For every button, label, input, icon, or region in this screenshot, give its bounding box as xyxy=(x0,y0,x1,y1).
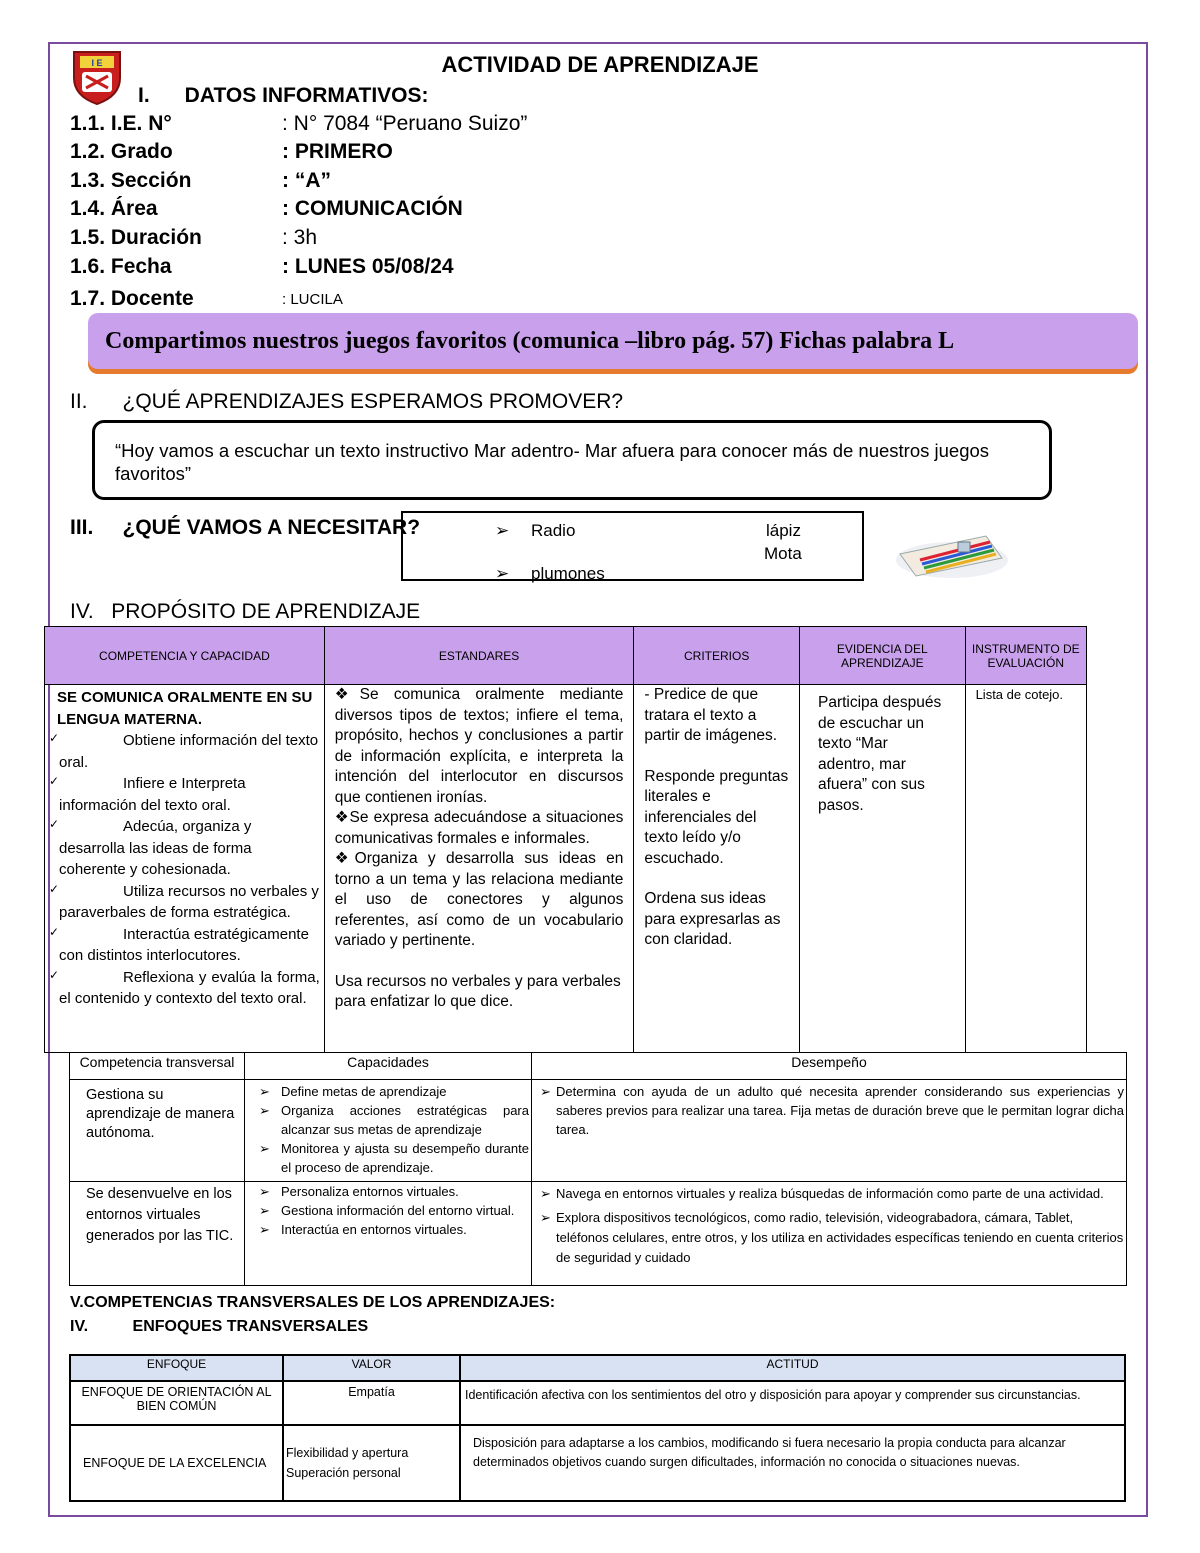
dato-value: : COMUNICACIÓN xyxy=(282,197,463,220)
material-item: ➢ Radio xyxy=(497,521,956,541)
estandar-item: ❖Se expresa adecuándose a situaciones comunicativas formales e informales. xyxy=(334,809,624,847)
capacidad-item: ✓ Obtiene información del texto oral. xyxy=(49,731,319,771)
activity-banner: Compartimos nuestros juegos favoritos (comunica –libro pág. 57) Fichas palabra L xyxy=(88,313,1138,369)
capacidad-item: ✓ Utiliza recursos no verbales y paraverbales de forma estratégica. xyxy=(49,881,319,921)
table-header: ENFOQUE xyxy=(70,1355,283,1381)
capacidad-item: ➢ Define metas de aprendizaje xyxy=(261,1082,529,1101)
dato-value: : LUNES 05/08/24 xyxy=(282,255,454,278)
table-header: VALOR xyxy=(283,1355,460,1381)
section-aprendizajes-heading: II. ¿QUÉ APRENDIZAJES ESPERAMOS PROMOVER? xyxy=(70,390,624,413)
capacidad-item: ✓ Infiere e Interpreta información del texto oral. xyxy=(49,774,246,814)
dato-value: : 3h xyxy=(282,226,318,249)
section-datos-heading: I. DATOS INFORMATIVOS: xyxy=(138,84,429,107)
criterio-item: Ordena sus ideas para expresarlas as con claridad. xyxy=(644,890,781,948)
estandares-cell xyxy=(324,685,634,1053)
capacidad-item: ✓ Interactúa estratégicamente con distintos interlocutores. xyxy=(49,924,309,964)
table-header: ESTANDARES xyxy=(324,627,634,685)
dato-key: 1.7. Docente xyxy=(70,287,194,310)
dato-key: 1.4. Área xyxy=(70,197,158,220)
capacidades-cell xyxy=(245,1080,532,1182)
section-proposito-heading: IV. PROPÓSITO DE APRENDIZAJE xyxy=(70,600,421,623)
dato-key: 1.2. Grado xyxy=(70,140,173,163)
section-enfoques-heading: IV. ENFOQUES TRANSVERSALES xyxy=(70,1318,369,1335)
capacidad-item: ➢ Interactúa en entornos virtuales. xyxy=(261,1220,529,1239)
materials-box xyxy=(401,511,864,581)
capacidad-item: ➢ Gestiona información del entorno virtual. xyxy=(261,1201,529,1220)
desempeno-cell xyxy=(532,1080,1127,1182)
valor-cell: Empatía xyxy=(283,1381,460,1425)
dato-key: 1.5. Duración xyxy=(70,226,202,249)
enfoque-cell: ENFOQUE DE LA EXCELENCIA xyxy=(70,1425,283,1501)
dato-value: : LUCILA xyxy=(282,291,343,308)
estandar-item: Usa recursos no verbales y para verbales para enfatizar lo que dice. xyxy=(334,972,621,1010)
desempeno-item: ➢ Navega en entornos virtuales y realiza búsquedas de información como parte de una actividad. xyxy=(542,1184,1124,1204)
table-header: COMPETENCIA Y CAPACIDAD xyxy=(45,627,325,685)
material-item: Mota xyxy=(764,544,802,563)
enfoques-table xyxy=(69,1354,1126,1502)
estandar-item: ❖Se comunica oralmente mediante diversos tipos de textos; infiere el tema, propósito, hechos y conclusiones a partir de información explícita, e interpreta la intención del interlocutor en discursos que contienen ironías. xyxy=(334,686,624,806)
transversal-table xyxy=(69,1052,1127,1286)
activity-quote: “Hoy vamos a escuchar un texto instructivo Mar adentro- Mar afuera para conocer más de nuestros juegos favoritos” xyxy=(92,420,1052,500)
evidencia-cell: Participa después de escuchar un texto “Mar adentro, mar afuera” con sus pasos. xyxy=(799,685,965,1053)
capacidad-item: ➢ Monitorea y ajusta su desempeño durante el proceso de aprendizaje. xyxy=(261,1139,529,1177)
dato-value: : PRIMERO xyxy=(282,140,393,163)
valor-cell: Flexibilidad y apertura Superación personal xyxy=(283,1425,460,1501)
table-header: Desempeño xyxy=(532,1053,1127,1080)
desempeno-item: ➢ Explora dispositivos tecnológicos, como radio, televisión, videograbadora, cámara, Tablet, teléfonos celulares, entre otros, y los utiliza en actividades específicas teniendo en cuenta criterios de seguridad y cuidado xyxy=(542,1208,1124,1268)
competencia-transversal-cell: Se desenvuelve en los entornos virtuales generados por las TIC. xyxy=(70,1182,245,1286)
instrumento-cell: Lista de cotejo. xyxy=(965,685,1086,1053)
table-header: Capacidades xyxy=(245,1053,532,1080)
pencils-illustration-icon xyxy=(890,520,1012,586)
desempeno-cell xyxy=(532,1182,1127,1286)
table-header: CRITERIOS xyxy=(634,627,800,685)
table-header: ACTITUD xyxy=(460,1355,1125,1381)
logo-text: I E xyxy=(91,58,103,68)
estandar-item: ❖Organiza y desarrolla sus ideas en torno a un tema y las relaciona mediante el uso de conectores y algunos referentes, así como de un vocabulario variado y pertinente. xyxy=(334,850,624,949)
competencia-title: SE COMUNICA ORALMENTE EN SU LENGUA MATERNA. xyxy=(57,689,313,728)
actitud-cell: Identificación afectiva con los sentimientos del otro y disposición para apoyar y comprender sus circunstancias. xyxy=(460,1381,1125,1425)
criterio-item: Responde preguntas literales e inferenciales del texto leído y/o escuchado. xyxy=(644,767,789,867)
capacidad-item: ➢ Personaliza entornos virtuales. xyxy=(261,1182,529,1201)
dato-value: : N° 7084 “Peruano Suizo” xyxy=(282,112,528,135)
proposito-table xyxy=(44,626,1087,1053)
page-title: ACTIVIDAD DE APRENDIZAJE xyxy=(441,52,759,77)
capacidad-item: ✓ Adecúa, organiza y desarrolla las ideas de forma coherente y cohesionada. xyxy=(49,817,252,878)
table-header: EVIDENCIA DEL APRENDIZAJE xyxy=(799,627,965,685)
table-header: Competencia transversal xyxy=(70,1053,245,1080)
dato-key: 1.1. I.E. N° xyxy=(70,112,172,135)
competencia-cell xyxy=(45,685,325,1053)
desempeno-item: ➢ Determina con ayuda de un adulto qué necesita aprender considerando sus experiencias y saberes previos para realizar una tarea. Fija metas de duración breve que le permitan lograr dicha tarea. xyxy=(542,1082,1124,1139)
dato-key: 1.6. Fecha xyxy=(70,255,172,278)
capacidades-cell xyxy=(245,1182,532,1286)
material-item: ➢ plumones xyxy=(497,564,956,584)
criterios-cell xyxy=(634,685,800,1053)
enfoque-cell: ENFOQUE DE ORIENTACIÓN AL BIEN COMÚN xyxy=(70,1381,283,1425)
material-item: lápiz xyxy=(766,521,801,540)
actitud-cell: Disposición para adaptarse a los cambios, modificando si fuera necesario la propia conducta para alcanzar determinados objetivos cuando surgen dificultades, información no conocida o situaciones nuevas. xyxy=(460,1425,1125,1501)
dato-key: 1.3. Sección xyxy=(70,169,192,192)
criterio-item: - Predice de que tratara el texto a partir de imágenes. xyxy=(644,686,778,744)
table-header: INSTRUMENTO DE EVALUACIÓN xyxy=(965,627,1086,685)
capacidad-item: ✓ Reflexiona y evalúa la forma, el contenido y contexto del texto oral. xyxy=(49,967,320,1007)
capacidad-item: ➢ Organiza acciones estratégicas para alcanzar sus metas de aprendizaje xyxy=(261,1101,529,1139)
section-competencias-heading: V.COMPETENCIAS TRANSVERSALES DE LOS APRENDIZAJES: xyxy=(70,1294,556,1311)
section-necesitar-heading: III. ¿QUÉ VAMOS A NECESITAR? xyxy=(70,516,421,539)
competencia-transversal-cell: Gestiona su aprendizaje de manera autónoma. xyxy=(70,1080,245,1182)
dato-value: : “A” xyxy=(282,169,331,192)
